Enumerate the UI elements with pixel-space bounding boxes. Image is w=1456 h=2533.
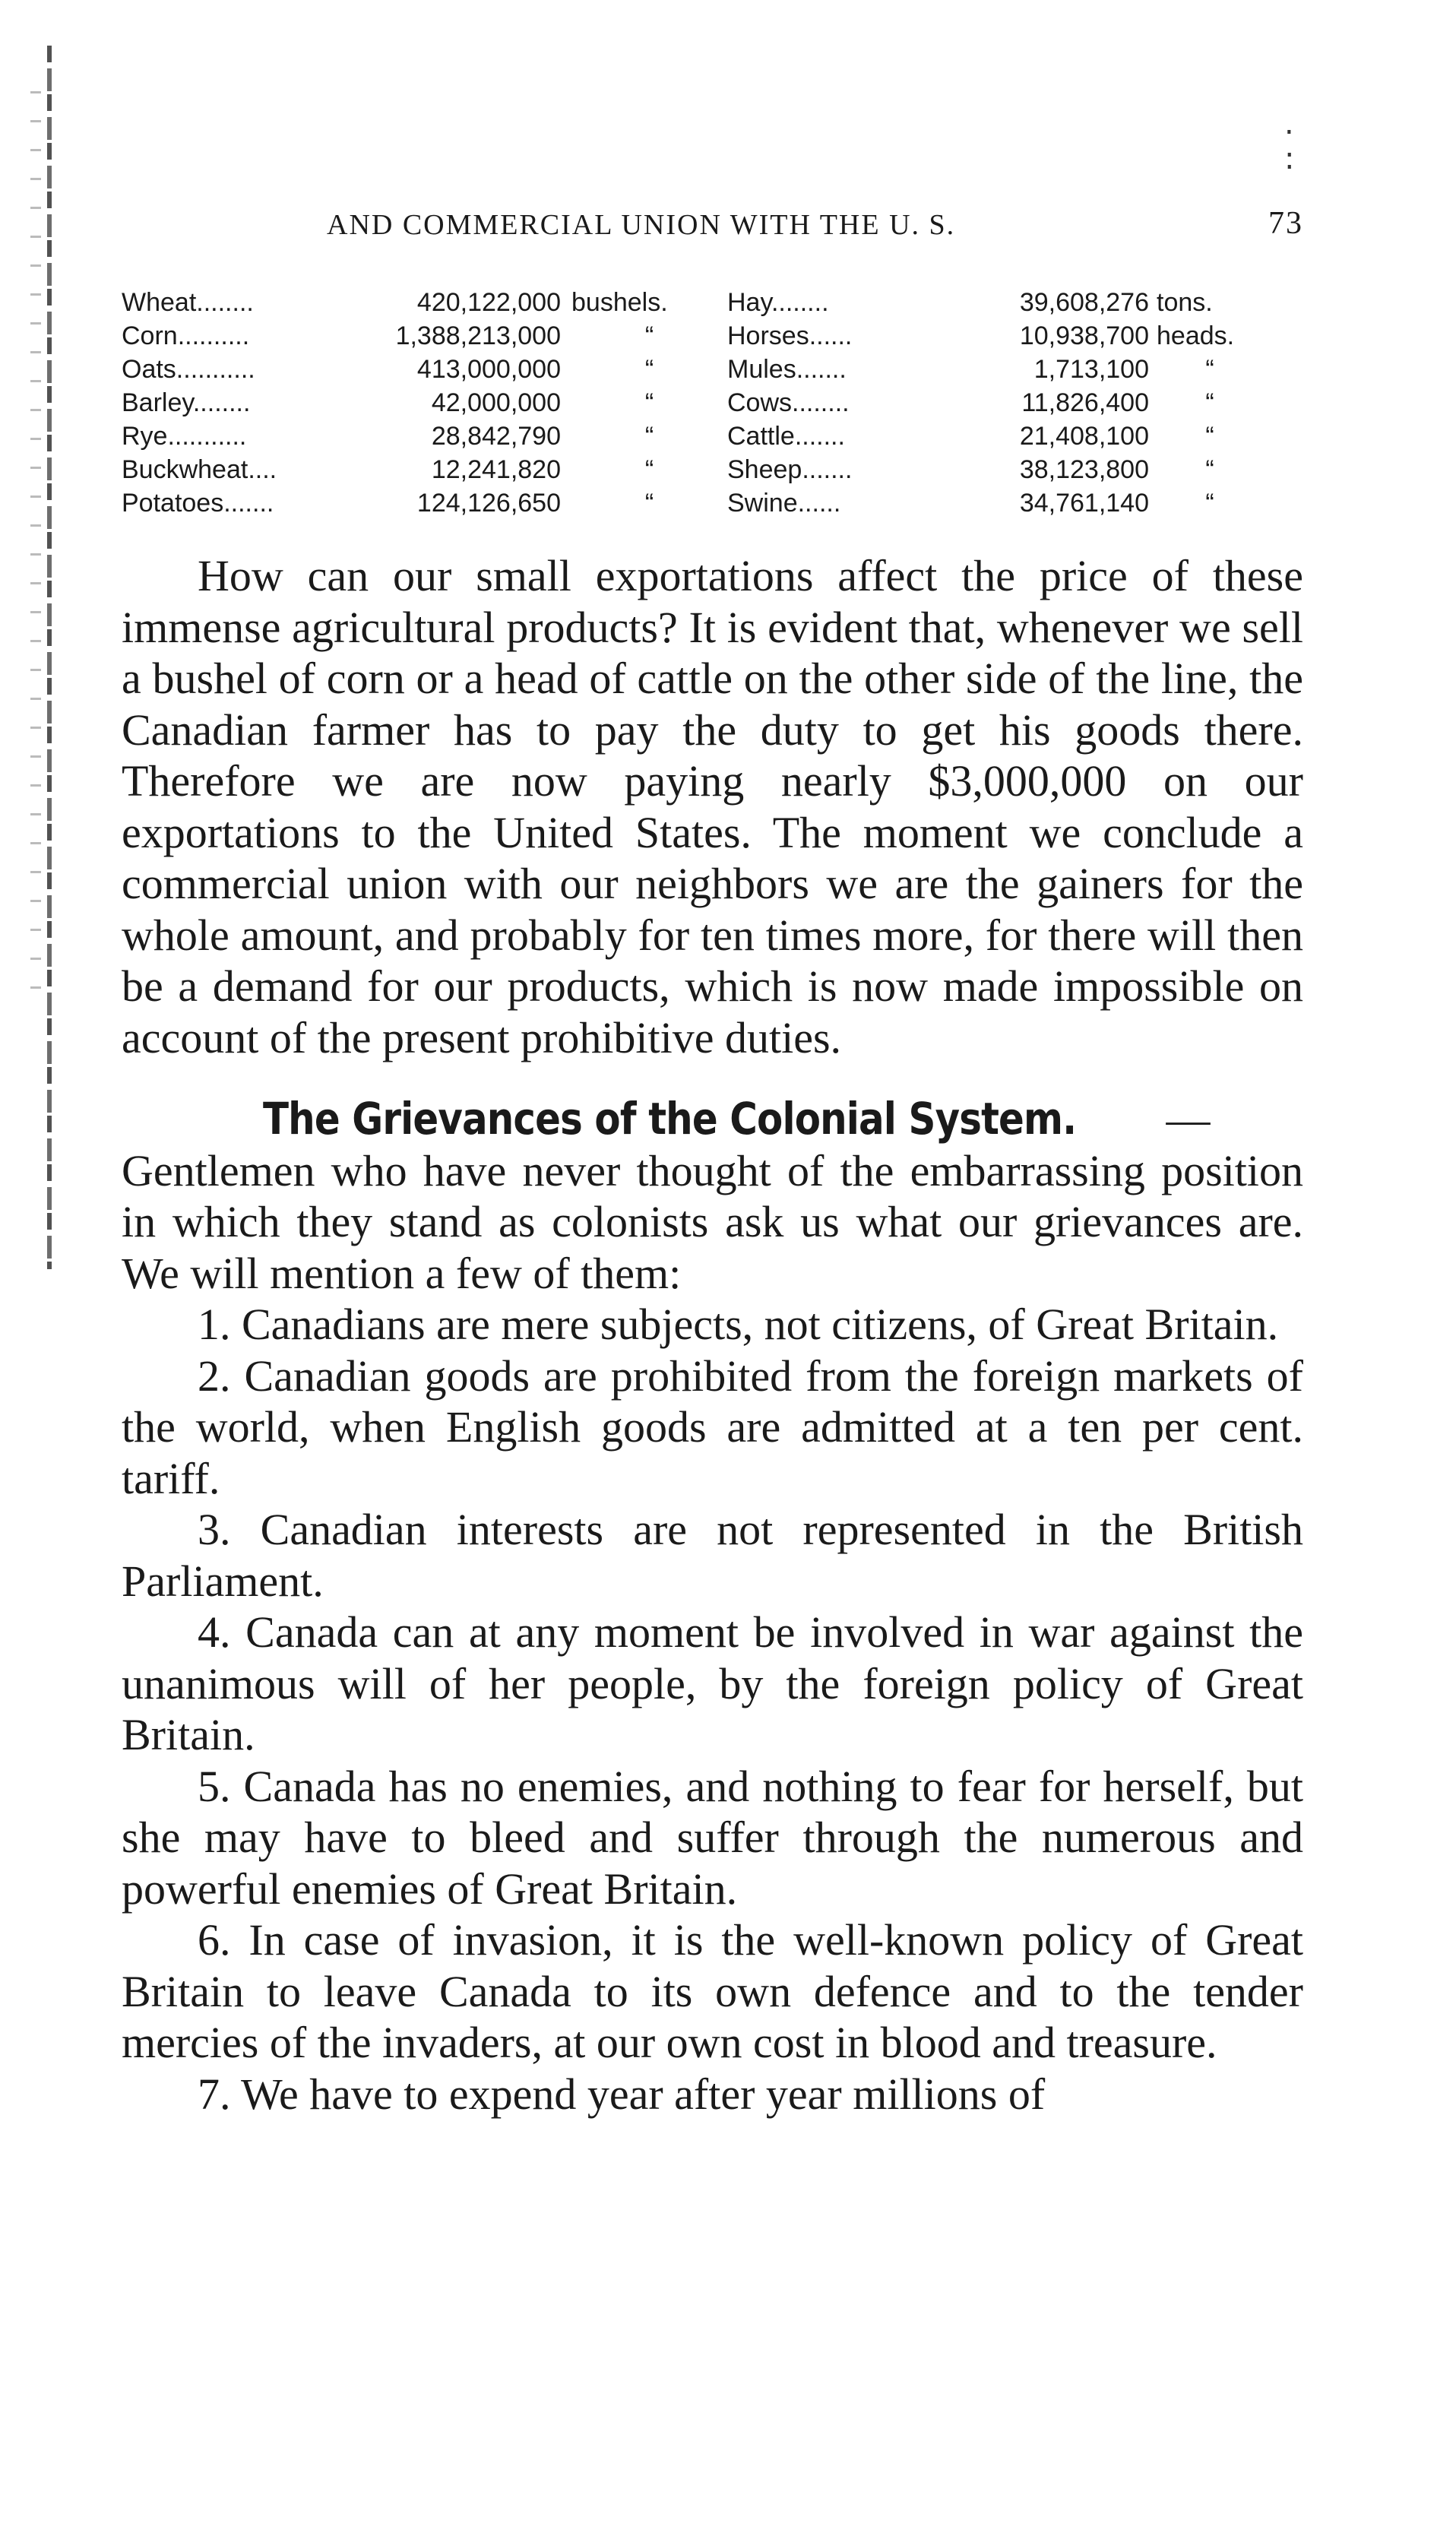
stats-row (122, 386, 1263, 420)
binding-edge (47, 46, 52, 1269)
stats-unit: “ (644, 321, 654, 350)
stats-value: 1,388,213,000 (395, 321, 561, 350)
stats-value: 11,826,400 (1021, 388, 1149, 417)
stats-table-body (122, 286, 1263, 520)
stats-value: 1,713,100 (1033, 355, 1149, 384)
section-intro: —Gentlemen who have never thought of the embarrassing position in which they stand as colonists ask us what our grievances are. We will mention a few of them: (122, 1094, 1303, 1298)
stats-label: Rye........... (122, 422, 247, 451)
running-head-title: AND COMMERCIAL UNION WITH THE U. S. (327, 209, 956, 241)
page-number: 73 (1268, 206, 1303, 241)
grievance-item: 5. Canada has no enemies, and nothing to fear for herself, but she may have to bleed and suffer through the numerous and powerful enemies of Great Britain. (122, 1761, 1303, 1914)
stats-label: Horses...... (727, 321, 853, 350)
stats-label: Wheat........ (122, 288, 254, 317)
stats-value: 21,408,100 (1019, 422, 1149, 451)
stats-unit: “ (1205, 355, 1214, 384)
paragraph-grievances-intro (122, 1094, 1303, 1299)
stats-label: Buckwheat.... (122, 455, 277, 484)
stats-value: 413,000,000 (416, 355, 561, 384)
stats-label: Corn.......... (122, 321, 250, 350)
stats-unit: “ (1205, 455, 1214, 484)
stats-value: 124,126,650 (416, 489, 561, 518)
grievance-item: 4. Canada can at any moment be involved in war against the unanimous will of her people, by the foreign policy of Great Britain. (122, 1607, 1303, 1759)
grievance-item: 3. Canadian interests are not represented in the British Parliament. (122, 1505, 1303, 1606)
stats-row (122, 319, 1263, 353)
stats-unit: “ (1205, 489, 1214, 518)
stats-value: 420,122,000 (416, 288, 561, 317)
stats-label: Cows........ (727, 388, 850, 417)
stats-label: Potatoes....... (122, 489, 274, 518)
stats-unit: “ (644, 422, 654, 451)
stats-value: 39,608,276 (1019, 288, 1149, 317)
stats-value: 42,000,000 (431, 388, 561, 417)
stats-value: 12,241,820 (431, 455, 561, 484)
stats-unit: “ (1205, 388, 1214, 417)
production-stats-table (122, 286, 1263, 520)
paragraph-exportations: How can our small exportations affect the price of these immense agricultural products? It is evident that, whenever we sell a bushel of corn or a head of cattle on the other side of the line, the Canadian farmer has to pay the duty to get his goods there. Therefore we are now paying nearly $3,000,000 on our exportations to the United States. The moment we conclude a commercial union with our neighbors we are the gainers for the whole amount, and probably for ten times more, for there will then be a demand for our products, which is now made impossible on account of the present prohibitive duties. (122, 551, 1303, 1062)
corner-marks: . : (1284, 106, 1363, 176)
stats-unit: “ (644, 388, 654, 417)
stats-unit: bushels. (571, 288, 668, 317)
stats-unit: tons. (1157, 288, 1213, 317)
grievance-item: 2. Canadian goods are prohibited from the foreign markets of the world, when English goods are admitted at a ten per cent. tariff. (122, 1350, 1303, 1503)
page (122, 205, 1303, 2120)
stats-value: 10,938,700 (1019, 321, 1149, 350)
stats-unit: “ (644, 355, 654, 384)
stats-row (122, 420, 1263, 453)
stats-unit: “ (644, 489, 654, 518)
grievance-item: 6. In case of invasion, it is the well-known policy of Great Britain to leave Canada to its own defence and to the tender mercies of the invaders, at our own cost in blood and treasure. (122, 1915, 1303, 2067)
stats-row (122, 486, 1263, 520)
stats-value: 28,842,790 (431, 422, 561, 451)
stats-label: Cattle....... (727, 422, 845, 451)
stats-unit: “ (644, 455, 654, 484)
stats-label: Barley........ (122, 388, 251, 417)
stats-row (122, 453, 1263, 486)
binding-specks (30, 91, 41, 1003)
stats-unit: heads. (1157, 321, 1235, 350)
grievance-item: 1. Canadians are mere subjects, not citizens, of Great Britain. (198, 1300, 1279, 1349)
stats-value: 34,761,140 (1019, 489, 1149, 518)
stats-label: Hay........ (727, 288, 829, 317)
stats-label: Swine...... (727, 489, 841, 518)
stats-label: Oats........... (122, 355, 255, 384)
stats-row (122, 286, 1263, 319)
section-heading: The Grievances of the Colonial System. (263, 1093, 1077, 1145)
grievance-list (122, 1299, 1303, 2120)
stats-label: Sheep....... (727, 455, 853, 484)
stats-value: 38,123,800 (1019, 455, 1149, 484)
stats-unit: “ (1205, 422, 1214, 451)
body-text (122, 550, 1303, 2120)
stats-row (122, 353, 1263, 386)
running-head (122, 205, 1303, 258)
grievance-item: 7. We have to expend year after year millions of (198, 2069, 1046, 2119)
stats-label: Mules....... (727, 355, 847, 384)
